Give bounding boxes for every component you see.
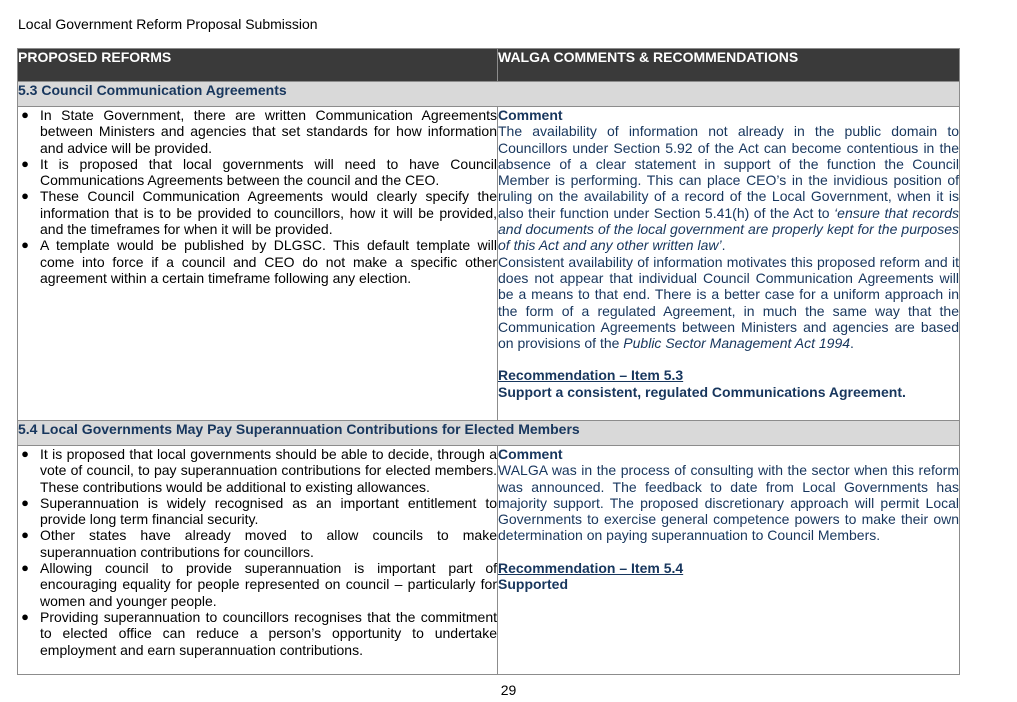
comment-paragraph: WALGA was in the process of consulting with the sector when this reform was announced. The feedback to date from Local Governments has majority support. The proposed discretionary approach will permit Local Governments to exercise general competence powers to make their own determination on paying superannuation to Council Members. [498,462,959,544]
section-heading-row [18,421,960,446]
bullet-text: A template would be published by DLGSC. This default template will come into force if a council and CEO do not make a specific other agreement within a certain timeframe following any election. [40,237,497,286]
comment-text-end: . [850,335,854,352]
bullet-icon: ● [21,155,29,171]
section-heading-5-3: 5.3 Council Communication Agreements [18,82,960,107]
comment-paragraph-2 [498,254,959,352]
header-proposed-reforms: PROPOSED REFORMS [18,49,498,82]
reform-bullet-list [18,446,497,658]
proposed-reforms-cell [18,446,498,675]
list-item [18,107,497,156]
table-header-row [18,49,960,82]
reforms-table [17,48,960,675]
list-item [18,237,497,286]
bullet-text: Allowing council to provide superannuation is important part of encouraging equality for people represented on council – particularly for women and younger people. [40,560,497,609]
comment-text-end: . [721,237,726,254]
bullet-text: These Council Communication Agreements would clearly specify the information that is to be provided to councillors, how it will be provided, and the timeframes for when it will be provided. [40,188,497,238]
bullet-text: It is proposed that local governments will need to have Council Communications Agreements between the council and the CEO. [40,155,497,189]
bullet-icon: ● [21,494,29,510]
comment-text: The availability of information not already in the public domain to Councillors under Section 5.92 of the Act can become contentious in the absence of a clear statement in support of the function the Council Member is performing. This can place CEO’s in the invidious position of ruling on the availability of a record of the Local Government, when it is also their function under Section 5.41(h) of the Act to [498,123,959,221]
bullet-icon: ● [21,608,29,624]
walga-comments-cell [498,107,960,421]
list-item [18,495,497,528]
bullet-icon: ● [21,560,29,576]
section-heading-row [18,82,960,107]
spacer [498,351,959,367]
recommendation-title: Recommendation – Item 5.3 [498,367,684,384]
list-item [18,527,497,560]
proposed-reforms-cell [18,107,498,421]
comment-text: Consistent availability of information motivates this proposed reform and it does not appear that individual Council Communication Agreements will be a means to that end. There is a better case for a uniform approach in the form of a regulated Agreement, in much the same way that the Communication Agreements between Ministers and agencies are based on provisions of the [498,253,959,352]
comment-paragraph-1 [498,123,959,253]
list-item [18,156,497,189]
bullet-text: Superannuation is widely recognised as an important entitlement to provide long term financial security. [40,494,497,528]
bullet-icon: ● [21,237,29,253]
bullet-text: Other states have already moved to allow councils to make superannuation contributions for councillors. [40,527,497,560]
spacer [498,544,959,560]
bullet-icon: ● [21,107,29,122]
list-item [18,446,497,495]
recommendation-text: Supported [498,576,568,593]
list-item [18,609,497,658]
recommendation-title: Recommendation – Item 5.4 [498,559,684,576]
list-item [18,188,497,237]
header-walga-comments: WALGA COMMENTS & RECOMMENDATIONS [498,49,960,82]
act-name: Public Sector Management Act 1994 [623,335,851,352]
bullet-text: In State Government, there are written Communication Agreements between Ministers and agencies that set standards for how information and advice will be provided. [40,107,497,156]
comment-quote: ‘ensure that records and documents of the local government are properly kept for the purposes of this Act and any other written law’ [498,204,959,254]
page-number: 29 [500,682,517,698]
bullet-text: Providing superannuation to councillors recognises that the commitment to elected office can reduce a person’s opportunity to undertake employment and earn superannuation contributions. [40,608,497,658]
walga-comments-cell [498,446,960,675]
bullet-icon: ● [21,188,29,204]
bullet-icon: ● [21,446,29,461]
section-heading-5-4: 5.4 Local Governments May Pay Superannuation Contributions for Elected Members [18,421,960,446]
comment-label: Comment [498,446,563,462]
bullet-text: It is proposed that local governments should be able to decide, through a vote of council, to pay superannuation contributions for elected members. These contributions would be additional to existing allowances. [40,446,497,495]
reform-bullet-list [18,107,497,286]
bullet-icon: ● [21,527,29,543]
table-row [18,107,960,421]
recommendation-text: Support a consistent, regulated Communications Agreement. [498,383,906,400]
list-item [18,560,497,609]
table-row [18,446,960,675]
document-title: Local Government Reform Proposal Submission [18,16,318,32]
comment-label: Comment [498,107,563,123]
